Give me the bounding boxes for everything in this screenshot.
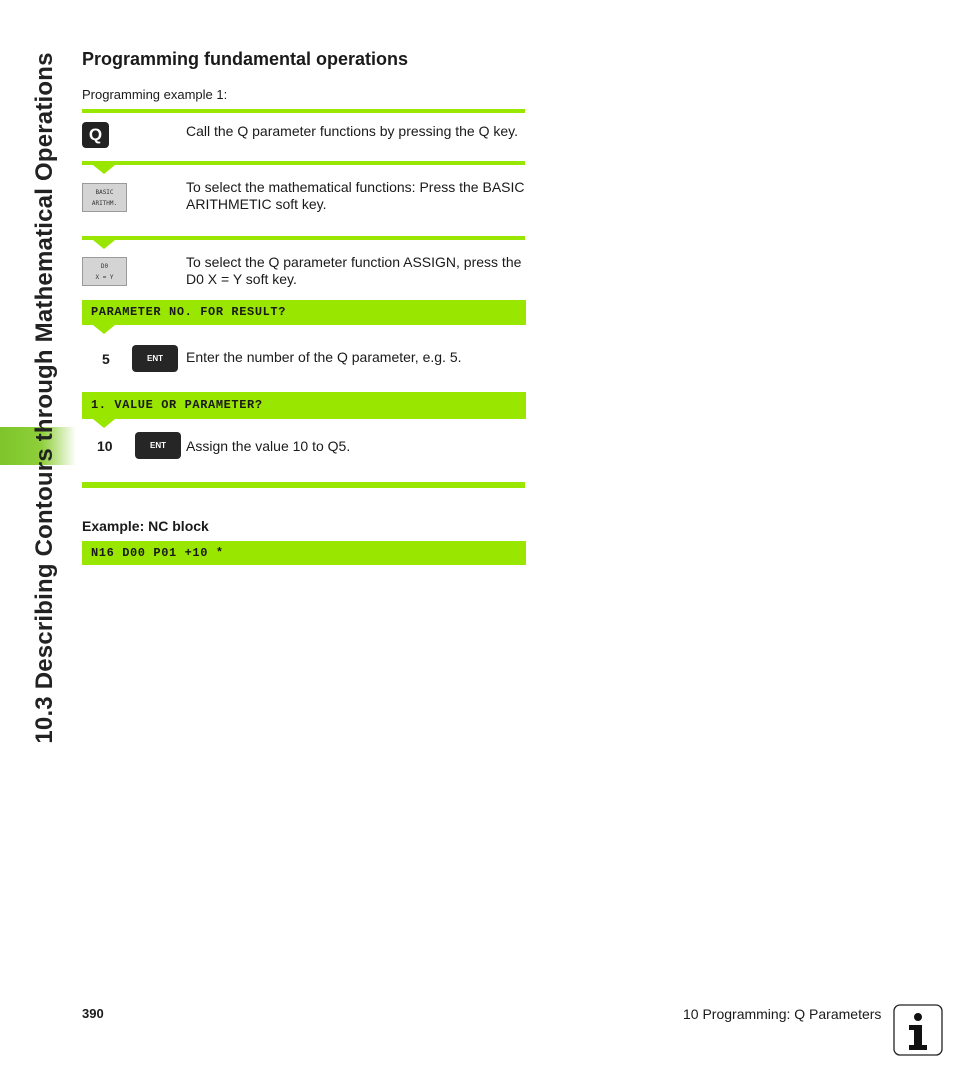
info-icon: [893, 1004, 943, 1056]
softkey-line: D0: [100, 263, 109, 270]
arrow-down-icon: [93, 240, 115, 249]
step-description: To select the Q parameter function ASSIGN, press the D0 X = Y soft key.: [186, 254, 522, 287]
step-description: Enter the number of the Q parameter, e.g. 5.: [186, 349, 462, 365]
page-title: Programming fundamental operations: [82, 49, 409, 69]
divider: [82, 161, 525, 165]
chapter-footer: 10 Programming: Q Parameters: [683, 1006, 882, 1022]
nc-block-code: N16 D00 P01 +10 *: [82, 541, 526, 565]
divider: [82, 109, 525, 113]
ent-key-icon: ENT: [132, 345, 178, 372]
step-description: To select the mathematical functions: Press the BASIC ARITHMETIC soft key.: [186, 179, 525, 212]
softkey-line: ARITHM.: [91, 200, 118, 207]
step-description: Call the Q parameter functions by pressing the Q key.: [186, 123, 519, 139]
dialog-prompt: PARAMETER NO. FOR RESULT?: [82, 300, 526, 325]
step-description: Assign the value 10 to Q5.: [186, 438, 351, 454]
input-value: 10: [97, 438, 113, 454]
dialog-prompt: 1. VALUE OR PARAMETER?: [82, 392, 526, 419]
arrow-down-icon: [93, 325, 115, 334]
divider: [82, 482, 525, 488]
arrow-down-icon: [93, 165, 115, 174]
d0-assign-softkey: [82, 257, 127, 286]
q-key-icon: Q: [82, 122, 109, 148]
softkey-line: X = Y: [95, 274, 114, 281]
ent-key-icon: ENT: [135, 432, 181, 459]
softkey-line: BASIC: [95, 189, 114, 196]
page-number: 390: [82, 1006, 104, 1021]
arrow-down-icon: [93, 419, 115, 428]
chapter-side-title-text: 10.3 Describing Contours through Mathematical Operations: [31, 52, 58, 744]
example-title: Example: NC block: [82, 518, 209, 534]
basic-arithmetic-softkey: [82, 183, 127, 212]
input-value: 5: [102, 351, 110, 367]
example-subheading: Programming example 1:: [82, 87, 228, 102]
divider: [82, 236, 525, 240]
